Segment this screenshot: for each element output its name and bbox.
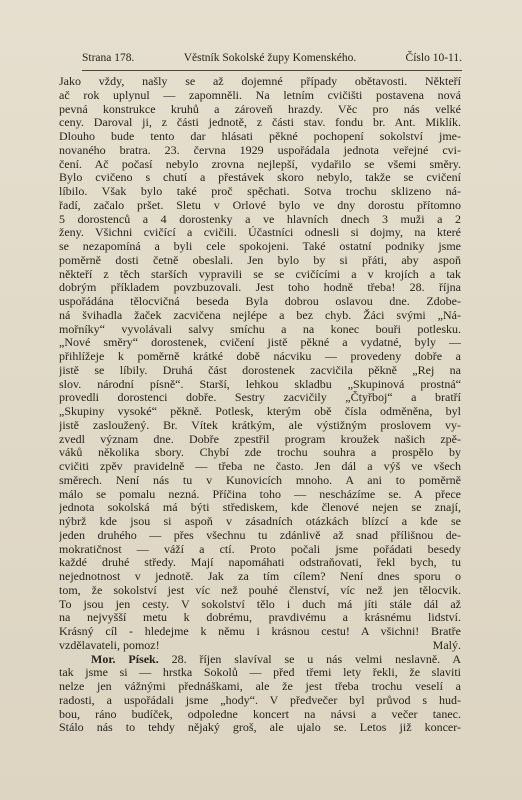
text-line: „Skupiny vysoké“ pěkně. Potlesk, kterým obě čísla odměněna, byl <box>59 405 461 418</box>
closing-phrase: vzdělavateli, pomoz! <box>59 638 160 652</box>
text-line: dobrým příkladem povzbuzovali. Jest toho hodně třeba! 28. října <box>59 281 461 295</box>
text-line: 5 dorostenců a 4 dorostenky a ve hlavních dnech 3 muži a 2 <box>59 212 461 226</box>
text-line: každé druhé středy. Mají napomáhati odstraňovati, řekl bych, tu <box>59 556 461 570</box>
text-line: ženy. Všichni cvičící a cvičili. Účastníci odnesli si dojmy, na které <box>59 226 461 240</box>
author-signature: Malý. <box>432 638 461 652</box>
text-line: ná švihadla žaček zacvičena nejlépe a bez chyb. Žáci svými „Ná- <box>59 308 461 322</box>
text-line: čení. Ač počasí nebylo zrovna nejlepší, vydařilo se všemi směry. <box>59 157 461 171</box>
text-line: ceny. Daroval ji, z části jednotě, z části stav. fondu br. Ant. Miklík. <box>59 116 461 130</box>
text-line: nýbrž kde jsou si aspoň v zásadních otázkách blízcí a kde se <box>59 515 461 528</box>
text-line: pevná konstrukce kruhů a zároveň hrazdy. Věc pro nás velké <box>59 102 461 116</box>
text-line: mokratičnost — váží a ctí. Proto počali jsme pořádati besedy <box>59 542 461 556</box>
text-line: „Nové směry“ dorostenek, cvičení jistě pěkné a vydatné, byly — <box>59 336 461 350</box>
text-line: novaného bratra. 23. června 1929 uspořádala jednota veřejné cvi- <box>59 143 461 157</box>
text-line: jistě zasloužený. Br. Vítek krátkým, ale výstižným proslovem vy- <box>59 418 461 432</box>
header-rule <box>82 70 462 71</box>
text-line: přihlížeje k poměrně krátké době nácviku — provedeny dobře a <box>59 350 461 363</box>
place-heading: Mor. Písek. <box>91 652 159 666</box>
text-line: zvedl význam dne. Dobře zpestřil program kroužek našich zpě- <box>59 432 461 446</box>
text-line: tak jsme si — hrstka Sokolů — před třemi lety řekli, že slaviti <box>59 666 461 680</box>
text-line: někteří z těch starších vypravili se se cvičícími a v krojích a tak <box>59 267 461 281</box>
text-line: mořníky“ vyvolávali salvy smíchu a na konec bouři potlesku. <box>59 322 461 336</box>
text-line: poměrně dosti četně obeslali. Jen bylo by si přáti, aby aspoň <box>59 253 461 267</box>
first-line-text: 28. říjen slavíval se u nás velmi neslavně. A <box>171 652 461 666</box>
text-line: nejednotnost v jednotě. Jak za tím cílem? Není dnes sporu o <box>59 570 461 583</box>
text-line: Stálo nás to tehdy nějaký groš, ale ujalo se. Letos již koncer- <box>59 721 461 735</box>
text-line: jistě se líbily. Druhá část dorostenek zacvičila pěkně „Rej na <box>59 363 461 377</box>
text-line: váků několika sbory. Chybí zde trochu souhra a prospělo by <box>59 446 461 460</box>
page-number: Strana 178. <box>82 52 135 64</box>
issue-number: Číslo 10-11. <box>405 52 462 64</box>
text-line: směrech. Není nás tu v Kunovicích mnoho. A ani to poměrně <box>59 473 461 487</box>
text-line: uspořádána tělocvičná beseda Byla dobrou oslavou dne. Zdobe- <box>59 295 461 308</box>
text-line: provedli dorostenci dobře. Sestry zacvičily „Čtyřboj“ a bratří <box>59 391 461 405</box>
article-mor-pisek <box>59 666 461 735</box>
text-line: nelze jen vážnými přednáškami, ale že jest třeba trochu veselí a <box>59 680 461 693</box>
text-line: bou, ráno budíček, odpoledne koncert na návsi a večer tanec. <box>59 707 461 721</box>
page-header <box>82 52 462 68</box>
text-line: tom, že sokolství jest víc než pouhé členství, víc než jen tělocvik. <box>59 583 461 597</box>
article-kunovice <box>59 75 461 639</box>
text-line: málo se pomalu nezná. Příčina toho — nescházíme se. A přece <box>59 487 461 501</box>
article-first-line <box>59 653 461 667</box>
text-line: Krásný cíl - hledejme k němu i krásnou cestu! A všichni! Bratře <box>59 625 461 638</box>
text-line: cvičiti zpěv pravidelně — třeba ne často. Jen dál a výš ve všech <box>59 460 461 473</box>
text-line: To jsou jen cesty. V sokolství tělo i duch má jíti stále dál až <box>59 597 461 611</box>
text-line: se nezapomíná a byli cele spokojeni. Také ostatní podniky jsme <box>59 240 461 253</box>
text-line: Jako vždy, našly se až dojemné případy obětavosti. Někteří <box>59 75 461 88</box>
text-line: ač rok uplynul — zapomněli. Na letním cvičišti postavena nová <box>59 88 461 102</box>
text-line: Bylo cvičeno s chutí a přestávek skoro nebylo, takže se cvičení <box>59 171 461 185</box>
text-line: radosti, a uspořádali jsme „hody“. V předvečer byl průvod s hud- <box>59 693 461 707</box>
text-line: na nejvyšší metu k dobrému, pravdivému a krásnému lidství. <box>59 611 461 625</box>
article-signature-row <box>59 639 461 653</box>
article-body <box>59 75 461 735</box>
text-line: řadí, začalo pršet. Sletu v Orlové bylo ve dny dorostu přítomno <box>59 198 461 212</box>
text-line: slov. národní písně“. Starší, lehkou skladbu „Skupinová prostná“ <box>59 377 461 391</box>
text-line: líbilo. Však bylo také proč spěchati. Sotva trochu sklizeno ná- <box>59 185 461 198</box>
text-line: jeden druhého — přes všechnu tu zdánlivě až snad přílišnou de- <box>59 528 461 542</box>
text-line: Dlouho bude tento dar hlásati pěkné pochopení sokolství jme- <box>59 130 461 143</box>
text-line: jednota sokolská má býti střediskem, kde členové nejen se znají, <box>59 501 461 515</box>
journal-title: Věstník Sokolské župy Komenského. <box>183 52 357 64</box>
